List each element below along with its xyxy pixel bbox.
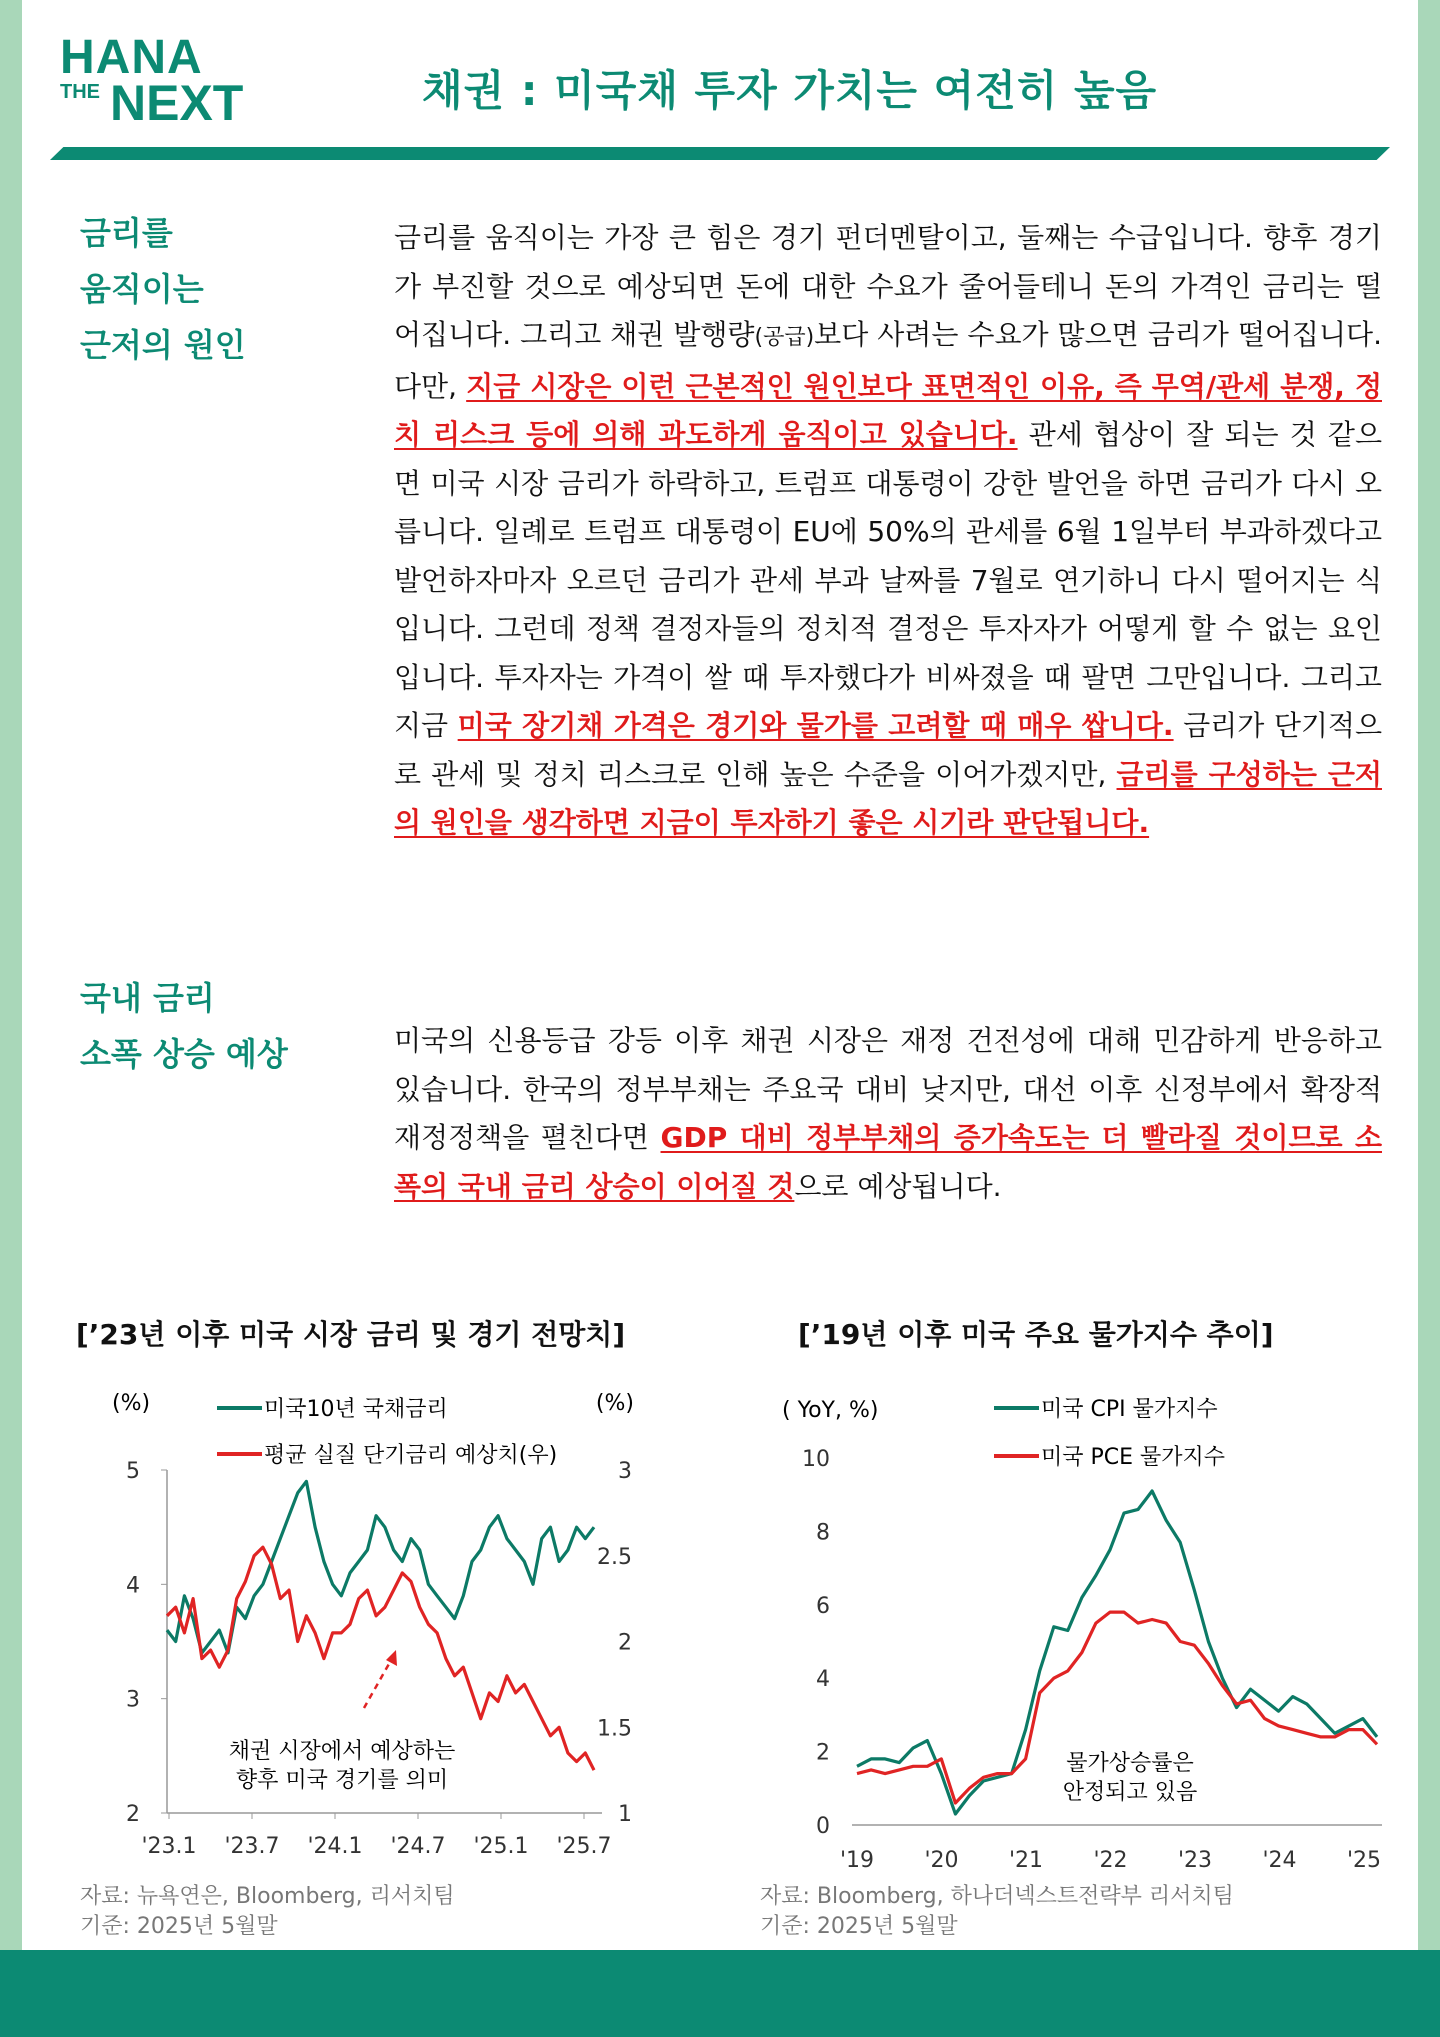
chart1-x-tick-label: '24.1	[307, 1834, 363, 1859]
chart2-y-tick-label: 6	[816, 1593, 830, 1619]
footer-bar	[0, 1950, 1440, 2037]
title-divider	[50, 147, 1390, 160]
chart1-right-unit: (%)	[595, 1391, 634, 1416]
chart2-annotation-line2: 안정되고 있음	[1062, 1780, 1198, 1805]
section2-heading: 국내 금리 소폭 상승 예상	[80, 979, 288, 1073]
chart2-x-tick-label: '19	[839, 1848, 875, 1873]
chart2-source: 자료: Bloomberg, 하나더넥스트전략부 리서치팀 기준: 2025년 5월말	[760, 1884, 1234, 1939]
chart2-y-tick-label: 8	[816, 1520, 830, 1546]
chart2-legend-2: 미국 PCE 물가지수	[1041, 1445, 1226, 1470]
highlight-text: 금리를 구성하는 근저의 원인을 생각하면 지금이 투자하기 좋은 시기라 판단됩니다.	[394, 757, 1382, 839]
hana-the-next-logo: HANA THE NEXT	[60, 31, 244, 131]
chart2-unit: ( YoY, %)	[782, 1398, 879, 1423]
chart1-left-tick-label: 2	[126, 1802, 140, 1827]
chart1-x-tick-label: '25.7	[556, 1834, 612, 1859]
chart2-y-tick-label: 10	[802, 1447, 830, 1472]
chart1-title: [’23년 이후 미국 시장 금리 및 경기 전망치]	[76, 1318, 626, 1351]
section1-body: 금리를 움직이는 가장 큰 힘은 경기 펀더멘탈이고, 둘째는 수급입니다. 향후 경기가 부진할 것으로 예상되면 돈에 대한 수요가 줄어들테니 돈의 가격인 금리는 떨어집니다. 그리고 채권 발행량(공급)보다 사려는 수요가 많으면 금리가 떨어집니다. 다만, 지금 시장은 이런 근본적인 원인보다 표면적인 이유, 즉 무역/관세 분쟁, 정치 리스크 등에 의해 과도하게 움직이고 있습니다. 관세 협상이 잘 되는 것 같으면 미국 시장 금리가 하락하고, 트럼프 대통령이 강한 발언을 하면 금리가 다시 오릅니다. 일례로 트럼프 대통령이 EU에 50%의 관세를 6월 1일부터 부과하겠다고 발언하자마자 오르던 금리가 관세 부과 날짜를 7월로 연기하니 다시 떨어지는 식입니다. 그런데 정책 결정자들의 정치적 결정은 투자자가 어떻게 할 수 없는 요인입니다. 투자자는 가격이 쌀 때 투자했다가 비싸졌을 때 팔면 그만입니다. 그리고 지금 미국 장기채 가격은 경기와 물가를 고려할 때 매우 쌉니다. 금리가 단기적으로 관세 및 정치 리스크로 인해 높은 수준을 이어가겠지만, 금리를 구성하는 근저의 원인을 생각하면 지금이 투자하기 좋은 시기라 판단됩니다.	[394, 221, 1383, 839]
chart1-right-tick-label: 2	[618, 1630, 632, 1656]
section1-heading: 금리를 움직이는 근저의 원인	[80, 214, 246, 364]
chart1-right-tick-label: 1	[618, 1802, 632, 1827]
chart2-legend-1: 미국 CPI 물가지수	[1041, 1397, 1218, 1422]
chart1-x-tick-label: '23.1	[141, 1834, 197, 1859]
chart1-annotation-line1: 채권 시장에서 예상하는	[228, 1739, 456, 1764]
chart2-x-tick-label: '24	[1262, 1848, 1297, 1873]
chart1-left-tick-label: 5	[126, 1459, 140, 1484]
chart1	[62, 1380, 662, 1880]
chart1-source: 자료: 뉴욕연은, Bloomberg, 리서치팀 기준: 2025년 5월말	[80, 1884, 455, 1939]
chart1-left-tick-label: 4	[126, 1573, 140, 1599]
chart2-x-tick-label: '21	[1008, 1848, 1044, 1873]
chart1-left-tick-label: 3	[126, 1687, 140, 1713]
chart1-legend-2: 평균 실질 단기금리 예상치(우)	[264, 1443, 558, 1468]
chart2-y-tick-label: 0	[816, 1814, 830, 1839]
chart2	[762, 1380, 1382, 1880]
chart2-y-tick-label: 4	[816, 1667, 830, 1693]
chart2-title: [’19년 이후 미국 주요 물가지수 추이]	[798, 1318, 1274, 1351]
chart2-x-tick-label: '23	[1177, 1848, 1213, 1873]
chart1-x-tick-label: '25.1	[473, 1834, 529, 1859]
section2-body: 미국의 신용등급 강등 이후 채권 시장은 재정 건전성에 대해 민감하게 반응하고 있습니다. 한국의 정부부채는 주요국 대비 낮지만, 대선 이후 신정부에서 확장적 재정정책을 펼친다면 GDP 대비 정부부채의 증가속도는 더 빨라질 것이므로 소폭의 국내 금리 상승이 이어질 것으로 예상됩니다.	[394, 1024, 1382, 1203]
chart2-y-tick-label: 2	[816, 1740, 830, 1766]
chart2-x-tick-label: '20	[924, 1848, 959, 1873]
highlight-text: 미국 장기채 가격은 경기와 물가를 고려할 때 매우 쌉니다.	[457, 709, 1174, 742]
highlight-text: GDP 대비 정부부채의 증가속도는 더 빨라질 것이므로 소폭의 국내 금리 상승이 이어질 것	[394, 1121, 1382, 1203]
chart1-right-tick-label: 2.5	[597, 1544, 632, 1570]
chart1-x-tick-label: '24.7	[390, 1834, 446, 1859]
chart1-left-unit: (%)	[112, 1391, 151, 1416]
chart1-right-tick-label: 1.5	[597, 1716, 632, 1742]
page-title: 채권 : 미국채 투자 가치는 여전히 높음	[422, 66, 1158, 115]
page	[22, 0, 1418, 1950]
chart2-x-tick-label: '22	[1093, 1848, 1128, 1873]
highlight-text: 지금 시장은 이런 근본적인 원인보다 표면적인 이유, 즉 무역/관세 분쟁, 정치 리스크 등에 의해 과도하게 움직이고 있습니다.	[394, 369, 1382, 451]
chart1-right-tick-label: 3	[618, 1459, 632, 1484]
chart1-legend-1: 미국10년 국채금리	[264, 1397, 448, 1422]
chart1-x-tick-label: '23.7	[224, 1834, 280, 1859]
chart1-annotation-line2: 향후 미국 경기를 의미	[235, 1768, 449, 1793]
chart2-x-tick-label: '25	[1346, 1848, 1382, 1873]
chart2-annotation-line1: 물가상승률은	[1066, 1751, 1194, 1776]
